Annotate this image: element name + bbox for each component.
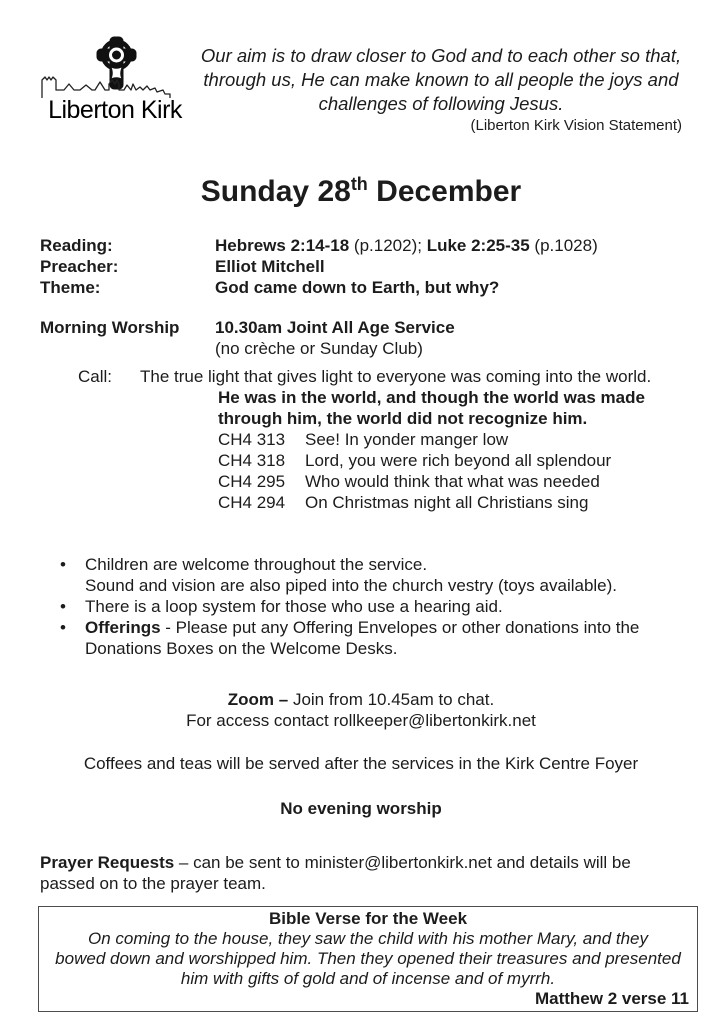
list-item	[40, 617, 682, 659]
vision-text: Our aim is to draw closer to God and to each other so that, through us, He can make known to all people the joys and challenges of following Jesus.	[200, 45, 682, 114]
preacher-label: Preacher:	[40, 257, 119, 276]
bible-verse-line-1: On coming to the house, they saw the child with his mother Mary, and they	[87, 929, 649, 948]
notice-children-line-2: Sound and vision are also piped into the church vestry (toys available).	[85, 576, 618, 595]
call-bold-line-1: He was in the world, and though the world was made	[218, 388, 645, 407]
prayer-requests	[40, 852, 682, 894]
bullet-icon	[60, 617, 85, 659]
reading-label: Reading:	[40, 236, 113, 255]
zoom-lead: Zoom –	[227, 690, 289, 709]
list-item	[40, 554, 682, 596]
bible-verse-line-3: him with gifts of gold and of incense and of myrrh.	[180, 969, 556, 988]
bullet-icon	[60, 554, 85, 596]
zoom-rest: Join from 10.45am to chat.	[288, 690, 495, 709]
call-continuation	[218, 387, 682, 429]
bible-verse-line-2: bowed down and worshipped him. Then they opened their treasures and presented	[55, 949, 681, 968]
preacher-value: Elliot Mitchell	[215, 257, 325, 276]
reading-page-1: (p.1202);	[349, 236, 427, 255]
logo-wordmark: Liberton Kirk	[48, 96, 182, 124]
coffee-note: Coffees and teas will be served after the services in the Kirk Centre Foyer	[83, 754, 639, 773]
bible-verse-title: Bible Verse for the Week	[268, 909, 468, 928]
notices-list	[40, 554, 682, 659]
hymn-row	[218, 450, 682, 471]
hymn-list	[218, 429, 682, 513]
offerings-lead: Offerings	[85, 618, 161, 637]
preacher-row	[40, 256, 682, 277]
zoom-contact: For access contact rollkeeper@libertonkirk.net	[186, 711, 536, 730]
hymn-number: CH4 295	[218, 472, 286, 491]
call-bold-line-2: through him, the world did not recognize him.	[218, 409, 588, 428]
hymn-title: See! In yonder manger low	[305, 430, 509, 449]
theme-value: God came down to Earth, but why?	[215, 278, 500, 297]
theme-row	[40, 277, 682, 298]
bullet-icon	[60, 596, 85, 617]
page-title	[40, 167, 682, 209]
hymn-title: On Christmas night all Christians sing	[305, 493, 589, 512]
notice-children	[85, 554, 682, 596]
worship-note: (no crèche or Sunday Club)	[215, 339, 423, 358]
reading-ref-2: Luke 2:25-35	[426, 236, 530, 255]
vision-attribution: (Liberton Kirk Vision Statement)	[470, 117, 682, 134]
hymn-title: Lord, you were rich beyond all splendour	[305, 451, 612, 470]
call-label: Call:	[78, 367, 113, 386]
evening-note: No evening worship	[280, 799, 442, 818]
worship-row	[40, 317, 682, 338]
reading-ref-1: Hebrews 2:14-18	[215, 236, 350, 255]
celtic-cross-skyline-icon	[40, 36, 190, 100]
call-row	[78, 366, 682, 387]
notice-loop-system: There is a loop system for those who use a hearing aid.	[85, 597, 503, 616]
vision-statement	[200, 36, 682, 135]
header	[40, 36, 682, 135]
reading-value	[215, 235, 682, 256]
hymn-row	[218, 492, 682, 513]
title-date: Sunday 28	[200, 175, 351, 208]
call-text: The true light that gives light to everyone was coming into the world.	[140, 367, 652, 386]
zoom-line-1	[40, 689, 682, 710]
reading-page-2: (p.1028)	[529, 236, 598, 255]
hymn-number: CH4 318	[218, 451, 286, 470]
notice-children-line-1: Children are welcome throughout the service.	[85, 555, 428, 574]
service-info	[40, 235, 682, 298]
reading-row	[40, 235, 682, 256]
liberton-kirk-logo	[40, 36, 190, 135]
list-item	[40, 596, 682, 617]
notice-offerings	[85, 617, 682, 659]
hymn-row	[218, 429, 682, 450]
title-month: December	[367, 175, 522, 208]
bible-verse-attribution: Matthew 2 verse 11	[534, 989, 689, 1008]
title-ordinal: th	[350, 174, 368, 194]
worship-section-label: Morning Worship	[40, 318, 180, 337]
hymn-number: CH4 294	[218, 493, 286, 512]
hymn-number: CH4 313	[218, 430, 286, 449]
worship-time-service: 10.30am Joint All Age Service	[215, 318, 455, 337]
theme-label: Theme:	[40, 278, 101, 297]
prayer-rest: – can be sent to minister@libertonkirk.net and details will be passed on to the prayer team.	[40, 853, 631, 893]
zoom-info	[40, 689, 682, 731]
offerings-rest: - Please put any Offering Envelopes or other donations into the Donations Boxes on the Welcome Desks.	[85, 618, 640, 658]
prayer-lead: Prayer Requests	[40, 853, 175, 872]
hymn-row	[218, 471, 682, 492]
morning-worship-section	[40, 317, 682, 513]
bible-verse-box	[38, 906, 698, 1012]
hymn-title: Who would think that what was needed	[305, 472, 600, 491]
